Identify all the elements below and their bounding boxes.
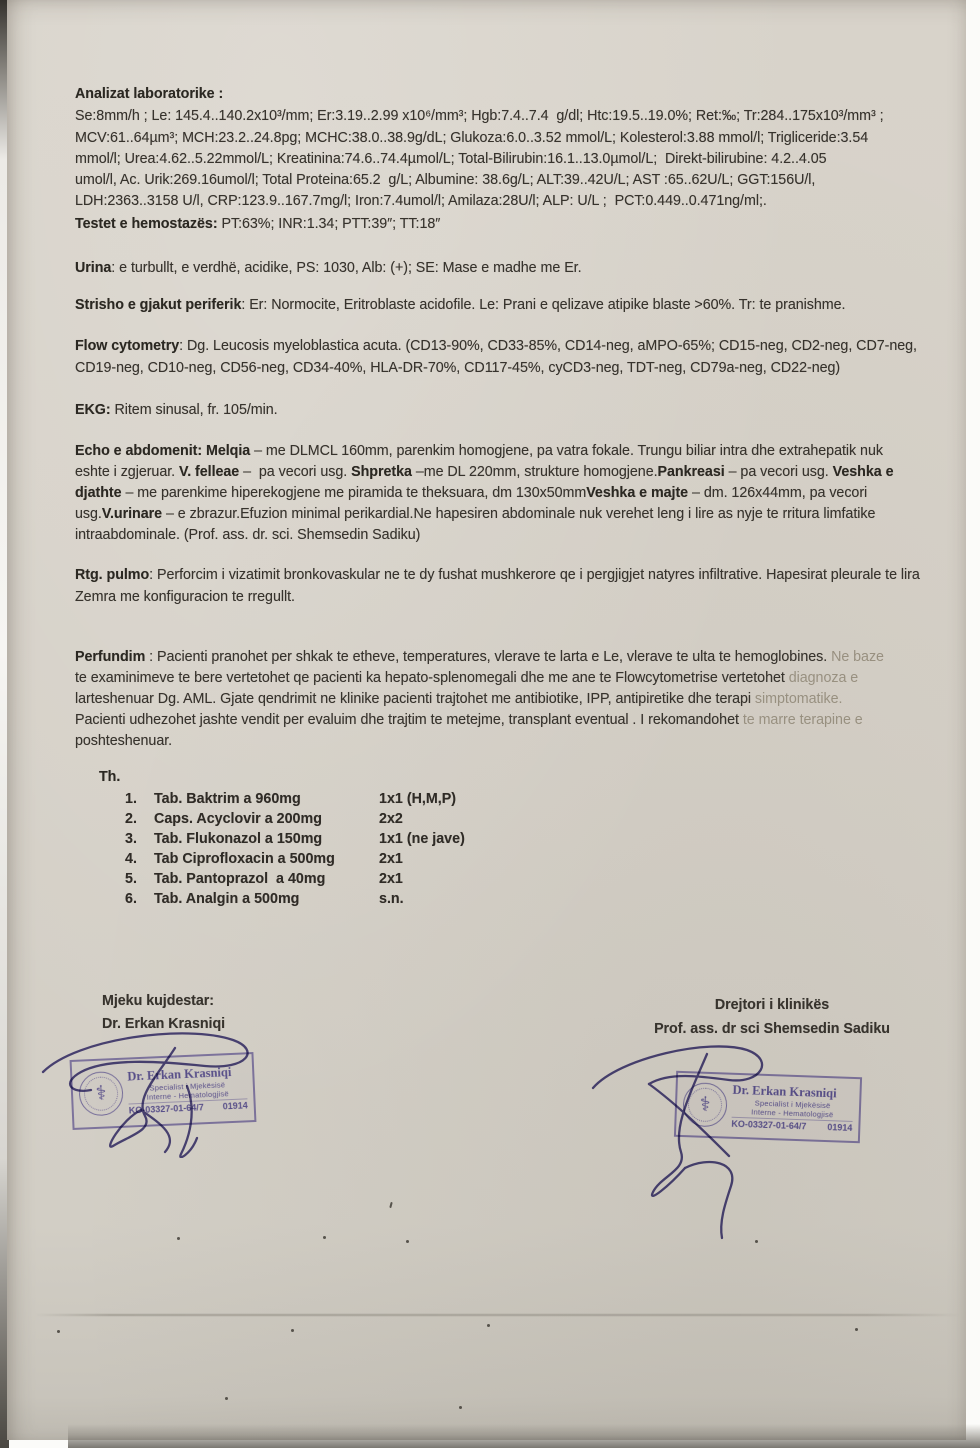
therapy-item: 5. Tab. Pantoprazol a 40mg 2x1: [125, 871, 403, 887]
stamp-license-code: KO-03327-01-64/7 01914: [128, 1100, 248, 1116]
lab-line: LDH:2363..3158 U/l, CRP:123.9..167.7mg/l; Iron:7.4umol/l; Amilaza:28U/l; ALP: U/L ; PCT:0.449..0.471ng/ml;.: [75, 193, 767, 209]
ekg-values: Ritem sinusal, fr. 105/min.: [110, 402, 278, 418]
stamp-department: Interne - Hematologjisë: [146, 1089, 229, 1102]
paper-speck: [323, 1236, 326, 1239]
urine-label: Urina: [75, 260, 112, 276]
paper-speck: [459, 1406, 462, 1409]
conclusion-line: larteshenuar Dg. AML. Gjate qendrimit ne klinike pacienti trajtohet me antibiotike, IPP, antipiretike dhe terapi simptomatike.: [75, 691, 843, 707]
paper-edge-shadow: [68, 1424, 980, 1448]
echo-line: intraabdominale. (Prof. ass. dr. sci. Shemsedin Sadiku): [75, 527, 421, 543]
stamp-license-code: KO-03327-01-64/7 01914: [731, 1118, 853, 1133]
lab-line: mmol/l; Urea:4.62..5.22mmol/L; Kreatinina:74.6..74.4µmol/L; Total-Bilirubin:16.1..13.0µmol/L; Direkt-bilirubine: 4.2..4.05: [75, 151, 827, 167]
paper-speck: [177, 1237, 180, 1240]
flow-values-line2: CD19-neg, CD10-neg, CD56-neg, CD34-40%, HLA-DR-70%, CD117-45%, cyCD3-neg, TDT-neg, CD79a-neg, CD22-neg): [75, 360, 841, 376]
attending-doctor-title: Mjeku kujdestar:: [102, 993, 215, 1009]
flow-label: Flow cytometry: [75, 338, 180, 354]
hemostasis-label: Testet e hemostazës:: [75, 216, 218, 232]
flow-values-line1: : Dg. Leucosis myeloblastica acuta. (CD13-90%, CD33-85%, CD14-neg, aMPO-65%; CD15-neg, CD2-neg, CD7-neg,: [179, 338, 917, 354]
blood-smear-values: : Er: Normocite, Eritroblaste acidofile. Le: Prani e qelizave atipike blaste >60%. Tr: te pranishme.: [241, 297, 846, 313]
therapy-item: 4. Tab Ciprofloxacin a 500mg 2x1: [125, 851, 403, 867]
xray-label: Rtg. pulmo: [75, 567, 150, 583]
blood-smear-label: Strisho e gjakut periferik: [75, 297, 242, 313]
section-flow-cytometry: [75, 338, 917, 355]
therapy-item: 3. Tab. Flukonazol a 150mg 1x1 (ne jave): [125, 831, 465, 847]
conclusion-line: poshteshenuar.: [75, 733, 173, 749]
echo-line: Echo e abdomenit: Melqia – me DLMCL 160mm, parenkim homogjene, pa vatra fokale. Trungu biliar intra dhe extrahepatik nuk: [75, 443, 883, 459]
ekg-label: EKG:: [75, 402, 111, 418]
conclusion-line: Perfundim : Pacienti pranohet per shkak te etheve, temperatures, vlerave te larta e Le, vlerave te ulta te hemoglobines. Ne baze: [75, 649, 884, 665]
lab-line: umol/l, Ac. Urik:269.16umol/l; Total Proteina:65.2 g/L; Albumine: 38.6g/L; ALT:39..42U/L; AST :65..62U/L; GGT:156U/l,: [75, 172, 816, 188]
signature-squiggle: [37, 1028, 277, 1158]
echo-line: djathte – me parenkime hiperekogjene me piramida te theksuara, dm 130x50mmVeshka e majte – dm. 126x44mm, pa vecori: [75, 485, 868, 501]
lab-line: Se:8mm/h ; Le: 145.4..140.2x10³/mm; Er:3.19..2.99 x10⁶/mm³; Hgb:7.4..7.4 g/dl; Htc:19.5..19.0%; Ret:‰; Tr:284..175x10³/mm³ ;: [75, 108, 884, 124]
section-xray: [75, 567, 920, 584]
conclusion-line: Pacienti udhezohet jashte vendit per evaluim dhe trajtim te metejme, transplant eventual . I rekomandohet te marre terapine e: [75, 712, 863, 728]
therapy-item: 2. Caps. Acyclovir a 200mg 2x2: [125, 811, 403, 827]
section-urine: [75, 260, 582, 277]
conclusion-line: te examinimeve te bere vertetohet qe pacienti ka hepato-splenomegali dhe me ane te Flowcytometrise vertetohet diagnoza e: [75, 670, 859, 686]
stamp-department: Interne - Hematologjisë: [751, 1107, 834, 1120]
hemostasis-line: [75, 216, 440, 233]
section-lab-title: Analizat laboratorike :: [75, 86, 224, 102]
stamp-specialty: Specialist i Mjekësisë: [149, 1080, 226, 1093]
signature-squiggle: [589, 1036, 789, 1246]
xray-line2: Zemra me konfiguracion te rregullt.: [75, 589, 295, 605]
paper-speck: [755, 1240, 758, 1243]
clinic-director-name: Prof. ass. dr sci Shemsedin Sadiku: [654, 1021, 890, 1037]
therapy-item: 1. Tab. Baktrim a 960mg 1x1 (H,M,P): [125, 791, 457, 807]
paper-crease: [35, 1314, 960, 1316]
paper-speck: [487, 1324, 490, 1327]
therapy-heading: Th.: [99, 769, 121, 785]
paper-speck: [57, 1330, 60, 1333]
clinic-director-title: Drejtori i klinikës: [714, 997, 830, 1013]
section-ekg: [75, 402, 278, 419]
echo-line: usg.V.urinare – e zbrazur.Efuzion minimal perikardial.Ne hapesiren abdominale nuk verehet leng i lire as nyje te rritura limfatike: [75, 506, 876, 522]
paper-speck: [225, 1397, 228, 1400]
stamp-specialty: Specialist i Mjekësisë: [754, 1098, 831, 1111]
conclusion-label: Perfundim: [75, 649, 150, 665]
caduceus-seal-icon: ⚕: [682, 1082, 728, 1128]
hemostasis-values: PT:63%; INR:1.34; PTT:39″; TT:18″: [217, 216, 441, 232]
stamp-doctor-name: Dr. Erkan Krasniqi: [732, 1082, 837, 1101]
paper-speck: [855, 1328, 858, 1331]
caduceus-seal-icon: ⚕: [78, 1071, 124, 1117]
therapy-item: 6. Tab. Analgin a 500mg s.n.: [125, 891, 404, 907]
lab-line: MCV:61..64µm³; MCH:23.2..24.8pg; MCHC:38.0..38.9g/dL; Glukoza:6.0..3.52 mmol/L; Kolesterol:3.88 mmol/l; Trigliceride:3.54: [75, 130, 869, 146]
urine-values: : e turbullt, e verdhë, acidike, PS: 1030, Alb: (+); SE: Mase e madhe me Er.: [111, 260, 582, 276]
paper-speck: [406, 1240, 409, 1243]
xray-line1: : Perforcim i vizatimit bronkovaskular ne te dy fushat mushkerore qe i pergjigjet natyres infiltrative. Hapesirat pleurale te lira: [149, 567, 920, 583]
echo-line: eshte i zgjeruar. V. felleae – pa vecori usg. Shpretka –me DL 220mm, strukture homogjene.Pankreasi – pa vecori usg. Veshka e: [75, 464, 894, 480]
paper-speck: [291, 1329, 294, 1332]
scanned-report-page: [7, 0, 966, 1440]
stamp-doctor-name: Dr. Erkan Krasniqi: [127, 1065, 232, 1084]
section-blood-smear: [75, 297, 845, 314]
attending-doctor-name: Dr. Erkan Krasniqi: [102, 1016, 226, 1032]
paper-speck: [389, 1202, 392, 1208]
